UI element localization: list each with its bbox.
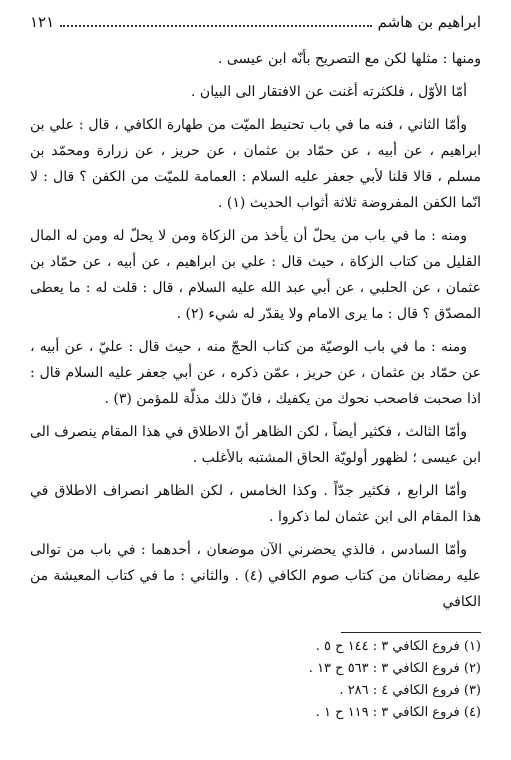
main-text <box>30 46 481 622</box>
footnote-separator <box>341 632 481 633</box>
running-title: ابراهيم بن هاشم <box>377 13 481 31</box>
paragraph: ومنه : ما في باب الوصيّة من كتاب الحجّ منه ، حيث قال : عليّ ، عن أبيه ، عن حمّاد بن عثمان ، عن حريز ، عمّن ذكره ، عن أبي جعفر عليه السلام قال : اذا صحبت فاصحب نحوك من يكفيك ، فانّ ذلك مذلّة للمؤمن (٣) . <box>30 339 481 407</box>
footnote: (٤) فروع الكافي ٣ : ١١٩ ح ١ . <box>315 705 481 720</box>
paragraph: وأمّا الثالث ، فكثير أيضاً ، لكن الظاهر أنّ الاطلاق في هذا المقام ينصرف الى ابن عيسى ؛ لظهور أولويّة الحاق المشتبه بالأغلب . <box>30 424 481 466</box>
footnotes <box>30 636 481 724</box>
page-number: ١٢١ <box>30 13 55 31</box>
footnote: (٢) فروع الكافي ٣ : ٥٦٣ ح ١٣ . <box>308 661 481 676</box>
paragraph: وأمّا السادس ، فالذي يحضرني الآن موضعان ، أحدهما : في باب من توالى عليه رمضانان من كتاب صوم الكافي (٤) . والثاني : ما في كتاب المعيشة من الكافي <box>30 542 481 610</box>
paragraph: ومنها : مثلها لكن مع التصريح بأنّه ابن عيسى . <box>217 51 481 67</box>
footnote: (٣) فروع الكافي ٤ : ٢٨٦ . <box>339 683 481 698</box>
running-header <box>30 8 481 36</box>
paragraph: ومنه : ما في باب من يحلّ أن يأخذ من الزكاة ومن لا يحلّ له ومن له المال القليل من كتاب الزكاة ، حيث قال : علي بن ابراهيم ، عن أبيه ، عن حمّاد بن عثمان ، عن الحلبي ، عن أبي عبد الله عليه السلام ، قال : قلت له : ما يعطى المصدّق ؟ قال : ما يرى الامام ولا يقدّر له شيء (٢) . <box>30 228 481 322</box>
header-dot-leader <box>60 25 371 27</box>
paragraph: وأمّا الثاني ، فنه ما في باب تحنيط الميّت من طهارة الكافي ، قال : علي بن ابراهيم ، عن أبيه ، عن حمّاد بن عثمان ، عن حريز ، عن زرارة ومحمّد بن مسلم ، قالا قلنا لأبي جعفر عليه السلام : العمامة للميّت من الكفن ؟ قال : لا انّما الكفن المفروضة ثلاثة أثواب الحديث (١) . <box>30 117 481 211</box>
footnote: (١) فروع الكافي ٣ : ١٤٤ ح ٥ . <box>315 639 481 654</box>
paragraph: وأمّا الرابع ، فكثير جدّاً . وكذا الخامس ، لكن الظاهر انصراف الاطلاق في هذا المقام الى ابن عثمان لما ذكروا . <box>30 483 481 525</box>
paragraph: أمّا الأوّل ، فلكثرته أغنت عن الافتقار الى البيان . <box>191 84 467 100</box>
